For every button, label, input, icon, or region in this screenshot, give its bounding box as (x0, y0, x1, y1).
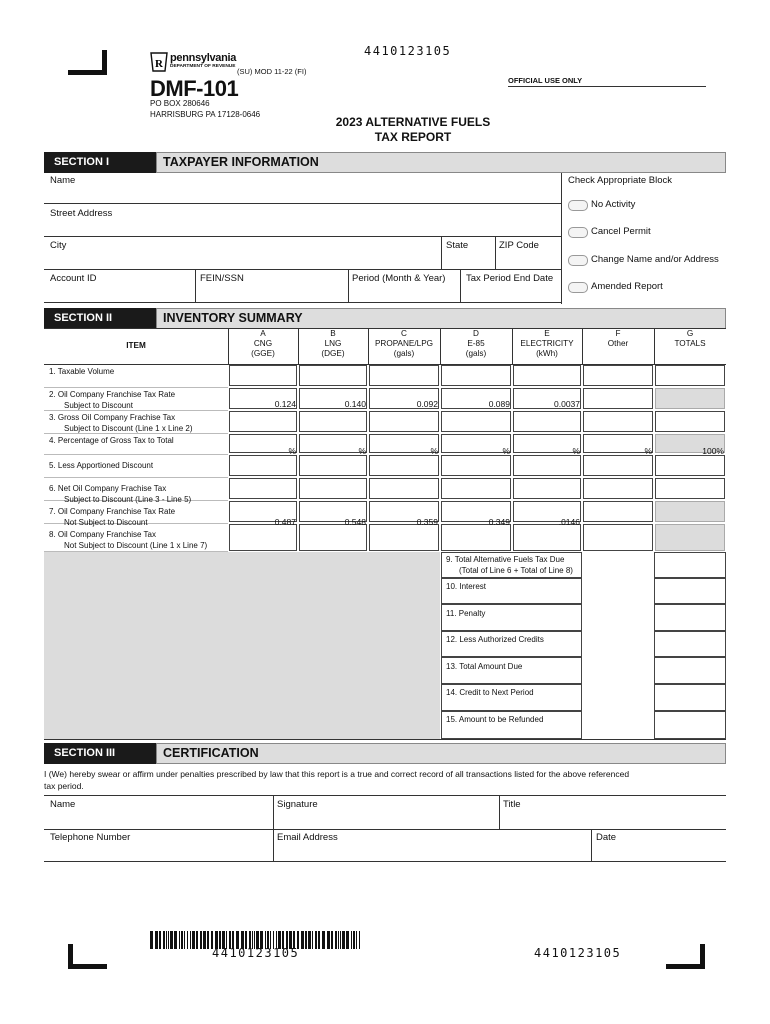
inventory-cell[interactable] (655, 455, 725, 476)
state-logo-text: pennsylvania (170, 52, 237, 64)
col-e-letter: E (544, 329, 550, 338)
barcode-bar (184, 931, 185, 949)
fein-label: FEIN/SSN (200, 273, 244, 284)
inventory-cell[interactable] (229, 365, 297, 386)
inventory-cell[interactable] (229, 411, 297, 432)
item-2-sublabel: Subject to Discount (64, 401, 133, 410)
inventory-cell[interactable] (441, 455, 511, 476)
barcode-bar (305, 931, 307, 949)
rule (44, 328, 726, 329)
pct-line4-cng: % (288, 446, 296, 456)
rule (440, 328, 441, 364)
pct-line4-other: % (644, 446, 652, 456)
inventory-cell[interactable] (229, 524, 297, 551)
no-activity-label: No Activity (591, 199, 636, 210)
col-b-name: LNG (324, 339, 342, 348)
barcode-bar (340, 931, 341, 949)
report-title-line2: TAX REPORT (374, 130, 452, 144)
col-f-header (582, 329, 654, 349)
barcode-bar (179, 931, 180, 949)
rate-line7-lng: 0.548 (344, 517, 366, 527)
pct-line4-lng: % (358, 446, 366, 456)
rule (44, 739, 726, 740)
col-a-name: CNG (253, 339, 273, 348)
inventory-cell[interactable] (513, 411, 581, 432)
city-input[interactable] (44, 238, 440, 268)
period-input[interactable] (349, 271, 459, 301)
section2-header (44, 308, 726, 329)
col-g-letter: G (686, 329, 694, 338)
city-label: City (50, 240, 67, 251)
period-label: Period (Month & Year) (352, 273, 446, 284)
barcode-bar (359, 931, 360, 949)
inventory-cell[interactable] (583, 411, 653, 432)
rule (44, 387, 228, 388)
inventory-cell[interactable] (513, 365, 581, 386)
check-block-title: Check Appropriate Block (568, 175, 673, 186)
barcode-bar (150, 931, 153, 949)
col-d-header (440, 329, 512, 359)
name-input[interactable] (44, 173, 562, 203)
barcode-bar (312, 931, 313, 949)
cancel-permit-checkbox[interactable] (568, 227, 588, 238)
barcode-bar (174, 931, 177, 949)
col-a-unit: (GGE) (251, 349, 275, 358)
line9-sublabel: (Total of Line 6 + Total of Line 8) (459, 566, 573, 575)
rule (228, 328, 229, 364)
line9-label: 9. Total Alternative Fuels Tax Due (446, 555, 565, 564)
report-title-line1: 2023 ALTERNATIVE FUELS (335, 115, 491, 129)
inventory-cell[interactable] (655, 478, 725, 499)
registration-mark-bottom-left (68, 944, 107, 969)
barcode-bar (207, 931, 209, 949)
title-label: Title (503, 799, 521, 810)
barcode-bar (331, 931, 333, 949)
section3-title: CERTIFICATION (156, 743, 726, 764)
col-c-unit: (gals) (393, 349, 415, 358)
col-a-header (228, 329, 298, 359)
barcode-bar (170, 931, 173, 949)
col-d-name: E-85 (467, 339, 485, 348)
cert-name-label: Name (50, 799, 76, 810)
cancel-permit-label: Cancel Permit (591, 226, 651, 237)
street-input[interactable] (44, 205, 562, 235)
rule (582, 328, 583, 364)
rate-line7-cng: 0.487 (274, 517, 296, 527)
pct-line4-e85: % (502, 446, 510, 456)
section3-label: SECTION III (44, 743, 156, 764)
telephone-label: Telephone Number (50, 832, 131, 843)
barcode-bar (166, 931, 167, 949)
barcode-bar (196, 931, 198, 949)
no-activity-checkbox[interactable] (568, 200, 588, 211)
barcode-bar (163, 931, 165, 949)
barcode-bar (155, 931, 158, 949)
item-5-label: 5. Less Apportioned Discount (49, 461, 154, 470)
rate-line2-electricity: 0.0037 (554, 399, 580, 409)
rule (44, 795, 726, 796)
rule (44, 269, 562, 270)
item-3-label: 3. Gross Oil Company Frachise Tax (49, 413, 176, 422)
summary-line-amount-input[interactable] (654, 711, 726, 739)
state-label: State (446, 240, 469, 251)
col-f-letter: F (615, 329, 621, 338)
amended-report-label: Amended Report (591, 281, 663, 292)
barcode-bar (308, 931, 311, 949)
address-line2: HARRISBURG PA 17128-0646 (150, 110, 261, 119)
account-label: Account ID (50, 273, 97, 284)
inventory-cell[interactable] (583, 365, 653, 386)
pa-keystone-logo-icon (150, 52, 168, 72)
line13-label: 13. Total Amount Due (446, 662, 523, 671)
date-label: Date (596, 832, 617, 843)
summary-line-amount-input[interactable] (654, 631, 726, 657)
item-column-header: ITEM (126, 341, 146, 350)
inventory-cell[interactable] (369, 455, 439, 476)
col-d-letter: D (473, 329, 479, 338)
inventory-cell[interactable] (299, 365, 367, 386)
item-7-sublabel: Not Subject to Discount (64, 518, 148, 527)
tax-period-end-label: Tax Period End Date (466, 273, 554, 284)
inventory-cell[interactable] (229, 478, 297, 499)
change-name-address-label: Change Name and/or Address (591, 254, 719, 265)
svg-text:R: R (155, 58, 163, 70)
inventory-cell[interactable] (441, 411, 511, 432)
rule (561, 173, 562, 304)
line14-label: 14. Credit to Next Period (446, 688, 534, 697)
summary-line-amount-input[interactable] (654, 657, 726, 684)
rule (368, 328, 369, 364)
line10-label: 10. Interest (446, 582, 487, 591)
registration-mark-bottom-right (666, 944, 705, 969)
pct-line4-electricity: % (572, 446, 580, 456)
inventory-cell[interactable] (441, 365, 511, 386)
col-b-unit: (DGE) (321, 349, 345, 358)
barcode-bar (338, 931, 339, 949)
inventory-cell[interactable] (299, 455, 367, 476)
barcode-bar (190, 931, 191, 949)
section2-title: INVENTORY SUMMARY (156, 308, 726, 329)
barcode-bar (203, 931, 206, 949)
barcode-bar (342, 931, 345, 949)
address-line1: PO BOX 280646 (150, 99, 210, 108)
inventory-cell[interactable] (583, 524, 653, 551)
rate-line7-e85: 0.349 (488, 517, 510, 527)
inventory-cell[interactable] (583, 478, 653, 499)
item-7-label: 7. Oil Company Franchise Tax Rate (49, 507, 176, 516)
rate-line2-e85: 0.089 (488, 399, 510, 409)
inventory-cell[interactable] (583, 501, 653, 522)
state-input[interactable] (442, 238, 494, 268)
inventory-cell[interactable] (369, 365, 439, 386)
col-b-header (298, 329, 368, 359)
certification-statement-line1: I (We) hereby swear or affirm under penalties prescribed by law that this report is a true and correct record of all transactions listed for the above referenced (44, 769, 630, 779)
item-8-label: 8. Oil Company Franchise Tax (49, 530, 157, 539)
rule (512, 328, 513, 364)
inventory-cell[interactable] (299, 411, 367, 432)
item-8-sublabel: Not Subject to Discount (Line 1 x Line 7) (64, 541, 208, 550)
col-c-letter: C (401, 329, 407, 338)
zip-input[interactable] (496, 238, 562, 268)
rule (654, 328, 655, 364)
col-e-header (512, 329, 582, 359)
inventory-cell[interactable] (583, 455, 653, 476)
rule (44, 861, 726, 862)
rate-line2-lng: 0.140 (344, 399, 366, 409)
section2-label: SECTION II (44, 308, 156, 329)
amended-report-checkbox[interactable] (568, 282, 588, 293)
col-f-name: Other (607, 339, 629, 348)
inventory-cell (655, 524, 725, 551)
account-input[interactable] (44, 271, 194, 301)
inventory-cell[interactable] (513, 478, 581, 499)
inventory-cell[interactable] (299, 478, 367, 499)
rate-line7-propane: 0.359 (416, 517, 438, 527)
rule (44, 829, 726, 830)
summary-line-amount-input[interactable] (654, 604, 726, 631)
line11-label: 11. Penalty (446, 609, 486, 618)
item-1-label: 1. Taxable Volume (49, 367, 115, 376)
inventory-cell[interactable] (369, 478, 439, 499)
pct-line4-total: 100% (702, 446, 724, 456)
barcode-bar (353, 931, 355, 949)
inventory-cell[interactable] (229, 455, 297, 476)
pct-line4-propane: % (430, 446, 438, 456)
barcode-bar (181, 931, 183, 949)
inventory-cell[interactable] (369, 411, 439, 432)
tax-period-end-input[interactable] (461, 271, 561, 301)
section3-header (44, 743, 726, 764)
inventory-cell[interactable] (369, 524, 439, 551)
inventory-cell[interactable] (513, 455, 581, 476)
barcode-bar (200, 931, 202, 949)
col-d-unit: (gals) (465, 349, 487, 358)
date-input[interactable] (592, 831, 726, 860)
barcode-bar (168, 931, 169, 949)
scan-code-top: 4410123105 (364, 44, 452, 58)
rule (44, 477, 228, 478)
barcode-bar (187, 931, 188, 949)
item-3-sublabel: Subject to Discount (Line 1 x Line 2) (64, 424, 193, 433)
inventory-cell[interactable] (513, 524, 581, 551)
rate-line2-cng: 0.124 (274, 399, 296, 409)
barcode-bar (346, 931, 349, 949)
item-6-label: 6. Net Oil Company Frachise Tax (49, 484, 167, 493)
zip-label: ZIP Code (499, 240, 539, 251)
barcode-bar (301, 931, 304, 949)
barcode-bar (159, 931, 161, 949)
col-c-header (368, 329, 440, 359)
registration-mark-top-left (68, 50, 107, 75)
item-2-label: 2. Oil Company Franchise Tax Rate (49, 390, 176, 399)
inventory-cell[interactable] (655, 365, 725, 386)
shaded-area (44, 552, 440, 739)
title-input[interactable] (500, 797, 726, 828)
col-c-name: PROPANE/LPG (374, 339, 434, 348)
barcode-bar (356, 931, 357, 949)
change-name-address-checkbox[interactable] (568, 255, 588, 266)
cert-name-input[interactable] (44, 797, 272, 828)
department-text: DEPARTMENT OF REVENUE (170, 64, 236, 69)
inventory-cell[interactable] (299, 524, 367, 551)
signature-input[interactable] (274, 797, 498, 828)
rule (44, 203, 562, 204)
inventory-cell[interactable] (583, 388, 653, 409)
section1-title: TAXPAYER INFORMATION (156, 152, 726, 173)
rule (44, 302, 562, 303)
inventory-cell (655, 501, 725, 522)
email-label: Email Address (277, 832, 338, 843)
col-g-header (654, 329, 726, 349)
line12-label: 12. Less Authorized Credits (446, 635, 544, 644)
certification-statement-line2: tax period. (44, 781, 84, 791)
name-label: Name (50, 175, 76, 186)
inventory-cell (655, 388, 725, 409)
form-id: DMF-101 (150, 76, 239, 101)
rate-line2-propane: 0.092 (416, 399, 438, 409)
barcode-bar (351, 931, 352, 949)
col-e-name: ELECTRICITY (520, 339, 574, 348)
line15-label: 15. Amount to be Refunded (446, 715, 544, 724)
item-4-label: 4. Percentage of Gross Tax to Total (49, 436, 174, 445)
rule (44, 454, 228, 455)
scan-code-bottom-left: 4410123105 (212, 946, 300, 960)
rate-line7-electricity: .0146 (558, 517, 580, 527)
official-use-line (508, 86, 706, 87)
fein-input[interactable] (196, 271, 346, 301)
official-use-label: OFFICIAL USE ONLY (508, 76, 583, 85)
form-mod: (SU) MOD 11-22 (FI) (237, 67, 307, 76)
signature-label: Signature (277, 799, 318, 810)
inventory-cell[interactable] (441, 478, 511, 499)
section1-header (44, 152, 726, 173)
summary-line-amount-input[interactable] (654, 552, 726, 578)
col-a-letter: A (260, 329, 266, 338)
col-g-name: TOTALS (674, 339, 706, 348)
barcode-bar (192, 931, 195, 949)
rule (298, 328, 299, 364)
rule (44, 236, 562, 237)
inventory-cell[interactable] (655, 411, 725, 432)
col-e-unit: (kWh) (536, 349, 558, 358)
inventory-cell[interactable] (441, 524, 511, 551)
col-b-letter: B (330, 329, 336, 338)
barcode-bar (315, 931, 317, 949)
summary-line-amount-input[interactable] (654, 684, 726, 711)
barcode-bar (322, 931, 325, 949)
barcode-bar (327, 931, 330, 949)
summary-line-amount-input[interactable] (654, 578, 726, 604)
scan-code-bottom-right: 4410123105 (534, 946, 622, 960)
email-input[interactable] (274, 831, 590, 860)
section1-label: SECTION I (44, 152, 156, 173)
item-6-sublabel: Subject to Discount (Line 3 - Line 5) (64, 495, 192, 504)
street-label: Street Address (50, 208, 113, 219)
barcode-bar (318, 931, 320, 949)
telephone-input[interactable] (44, 831, 272, 860)
barcode-bar (335, 931, 337, 949)
